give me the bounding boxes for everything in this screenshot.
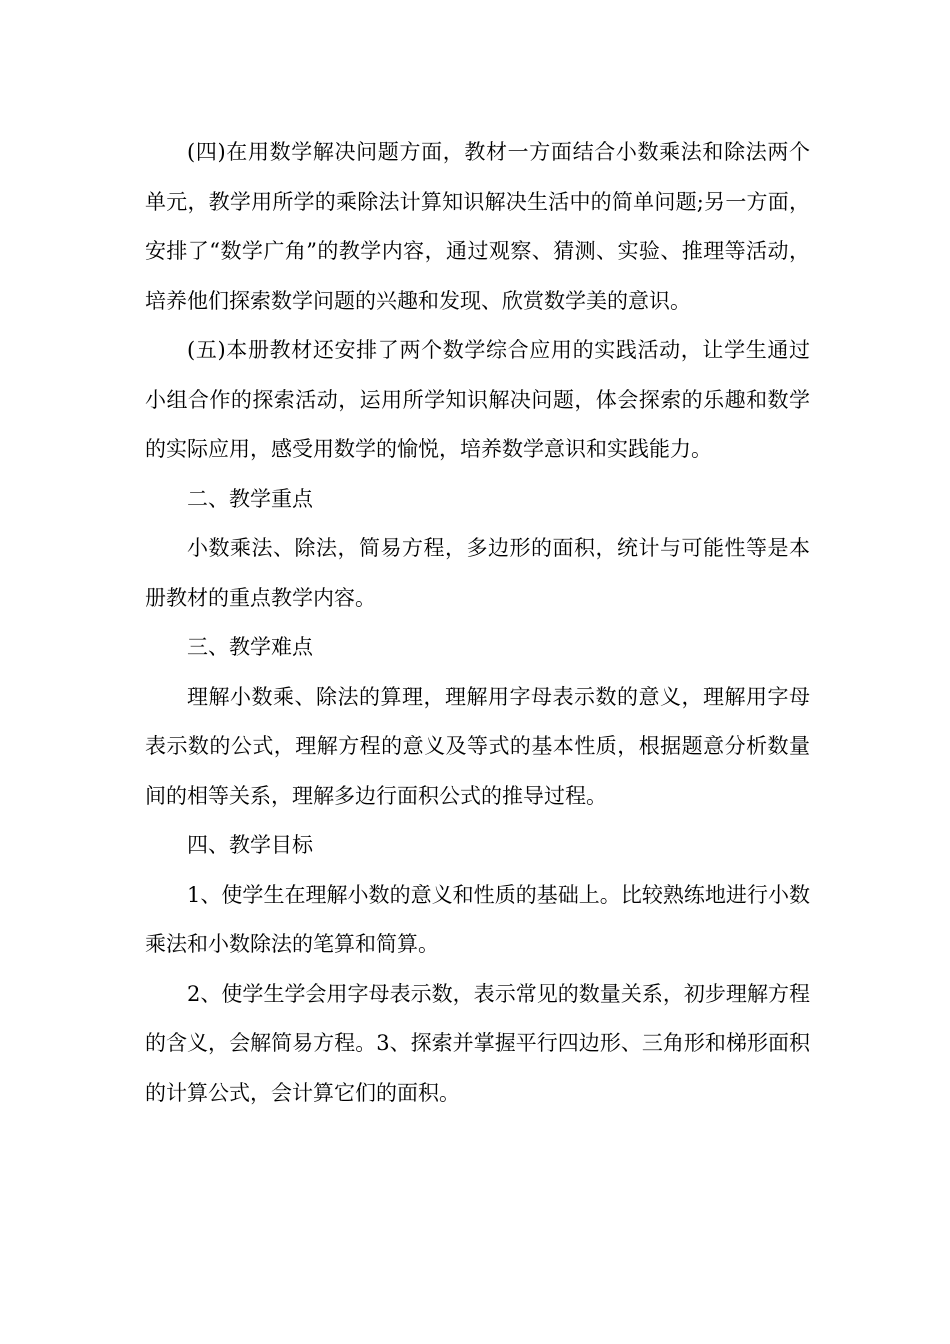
paragraph-practice-activities: (五)本册教材还安排了两个数学综合应用的实践活动，让学生通过小组合作的探索活动，运用所学知识解决问题，体会探索的乐趣和数学的实际应用，感受用数学的愉悦，培养数学意识和实践能力。 <box>145 338 810 461</box>
paragraph-objective-2-3: 2、使学生学会用字母表示数，表示常见的数量关系，初步理解方程的含义，会解简易方程。3、探索并掌握平行四边形、三角形和梯形面积的计算公式，会计算它们的面积。 <box>145 981 810 1105</box>
paragraph-objective-1: 1、使学生在理解小数的意义和性质的基础上。比较熟练地进行小数乘法和小数除法的笔算和简算。 <box>145 882 810 956</box>
heading-difficulties: 三、教学难点 <box>187 635 313 659</box>
document-body <box>145 128 810 1118</box>
paragraph-difficulties: 理解小数乘、除法的算理，理解用字母表示数的意义，理解用字母表示数的公式，理解方程的意义及等式的基本性质，根据题意分析数量间的相等关系，理解多边行面积公式的推导过程。 <box>145 684 810 808</box>
heading-key-points: 二、教学重点 <box>187 486 313 511</box>
paragraph-key-points: 小数乘法、除法，简易方程，多边形的面积，统计与可能性等是本册教材的重点教学内容。 <box>145 536 810 610</box>
heading-objectives: 四、教学目标 <box>187 833 313 857</box>
paragraph-applications: (四)在用数学解决问题方面，教材一方面结合小数乘法和除法两个单元，教学用所学的乘除法计算知识解决生活中的简单问题;另一方面，安排了“数学广角”的教学内容，通过观察、猜测、实验、推理等活动，培养他们探索数学问题的兴趣和发现、欣赏数学美的意识。 <box>145 140 810 313</box>
